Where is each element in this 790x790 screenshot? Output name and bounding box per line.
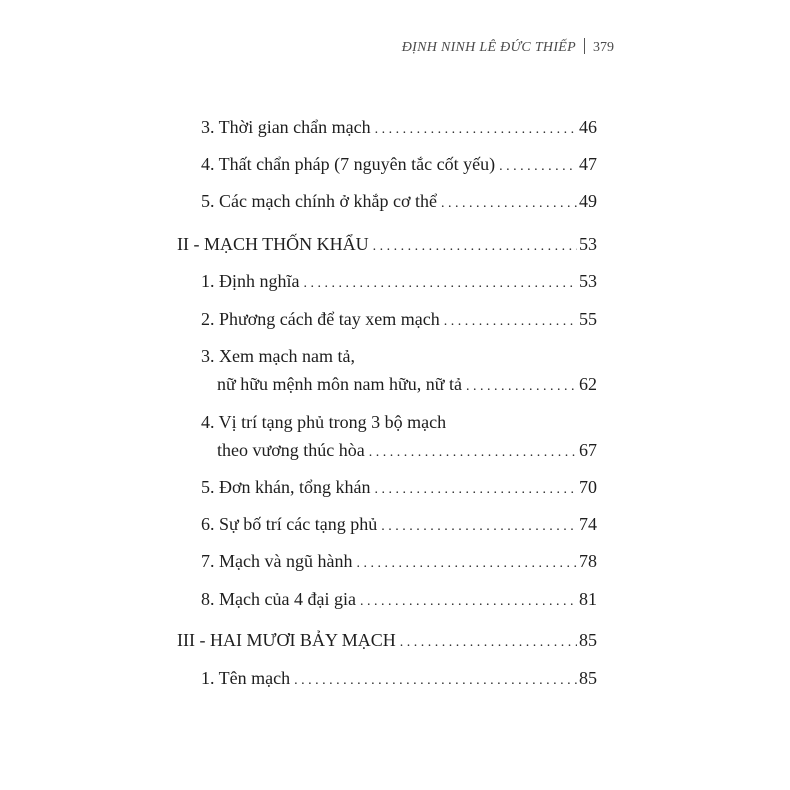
toc-entry-page: 55 bbox=[579, 309, 597, 329]
toc-entry bbox=[201, 153, 597, 178]
toc-entry bbox=[201, 513, 597, 538]
dot-leader bbox=[369, 442, 577, 464]
dot-leader bbox=[381, 516, 577, 538]
running-header-author: ĐỊNH NINH LÊ ĐỨC THIẾP bbox=[401, 40, 576, 55]
toc-section-heading bbox=[177, 629, 597, 654]
toc-entry bbox=[201, 116, 597, 141]
toc-section-title: II - MẠCH THỐN KHẨU bbox=[177, 234, 369, 254]
toc-entry-title: 2. Phương cách để tay xem mạch bbox=[201, 309, 440, 329]
toc-entry-title: 1. Định nghĩa bbox=[201, 271, 300, 291]
toc-entry-page: 74 bbox=[579, 514, 597, 534]
toc-entry-page: 70 bbox=[579, 477, 597, 497]
dot-leader bbox=[400, 632, 577, 654]
toc-entry-page: 47 bbox=[579, 154, 597, 174]
toc-entry-page: 67 bbox=[579, 440, 597, 460]
dot-leader bbox=[356, 553, 577, 575]
toc-entry bbox=[201, 345, 597, 398]
toc-entry bbox=[201, 308, 597, 333]
toc-entry-title-continued: theo vương thúc hòa bbox=[217, 440, 365, 460]
toc-entry-title: 4. Thất chẩn pháp (7 nguyên tắc cốt yếu) bbox=[201, 154, 496, 174]
toc-entry bbox=[201, 550, 597, 575]
dot-leader bbox=[441, 193, 577, 215]
dot-leader bbox=[499, 156, 577, 178]
toc-entry bbox=[201, 190, 597, 215]
dot-leader bbox=[373, 236, 577, 258]
toc-entry-title: 6. Sự bố trí các tạng phủ bbox=[201, 514, 378, 534]
toc-entry-title: 3. Thời gian chẩn mạch bbox=[201, 117, 371, 137]
toc-entry-page: 49 bbox=[579, 191, 597, 211]
dot-leader bbox=[444, 311, 577, 333]
toc-entry-page: 53 bbox=[579, 234, 597, 254]
toc-entry-title: 3. Xem mạch nam tả, bbox=[201, 346, 355, 366]
dot-leader bbox=[466, 376, 577, 398]
toc-entry-page: 85 bbox=[579, 630, 597, 650]
toc-entry bbox=[201, 667, 597, 692]
toc-entry-page: 53 bbox=[579, 271, 597, 291]
dot-leader bbox=[304, 273, 578, 295]
toc-entry-title: 8. Mạch của 4 đại gia bbox=[201, 589, 356, 609]
toc-entry-page: 78 bbox=[579, 551, 597, 571]
toc-entry bbox=[201, 270, 597, 295]
toc-entry-page: 62 bbox=[579, 374, 597, 394]
dot-leader bbox=[375, 119, 577, 141]
dot-leader bbox=[294, 670, 577, 692]
toc-entry-page: 85 bbox=[579, 668, 597, 688]
toc-entry-title: 5. Đơn khán, tổng khán bbox=[201, 477, 371, 497]
toc-section-heading bbox=[177, 233, 597, 258]
toc-entry bbox=[201, 476, 597, 501]
page-number: 379 bbox=[593, 40, 614, 55]
toc-entry-page: 46 bbox=[579, 117, 597, 137]
toc-entry bbox=[201, 411, 597, 464]
toc-entry-title: 5. Các mạch chính ở khắp cơ thể bbox=[201, 191, 437, 211]
dot-leader bbox=[360, 591, 577, 613]
toc-entry bbox=[201, 588, 597, 613]
toc-entry-page: 81 bbox=[579, 589, 597, 609]
toc-entry-title: 4. Vị trí tạng phủ trong 3 bộ mạch bbox=[201, 412, 447, 432]
toc-section-title: III - HAI MƯƠI BẢY MẠCH bbox=[177, 630, 396, 650]
toc-entry-title-continued: nữ hữu mệnh môn nam hữu, nữ tả bbox=[217, 374, 462, 394]
toc-entry-title: 1. Tên mạch bbox=[201, 668, 291, 688]
toc-entry-title: 7. Mạch và ngũ hành bbox=[201, 551, 353, 571]
dot-leader bbox=[375, 479, 578, 501]
